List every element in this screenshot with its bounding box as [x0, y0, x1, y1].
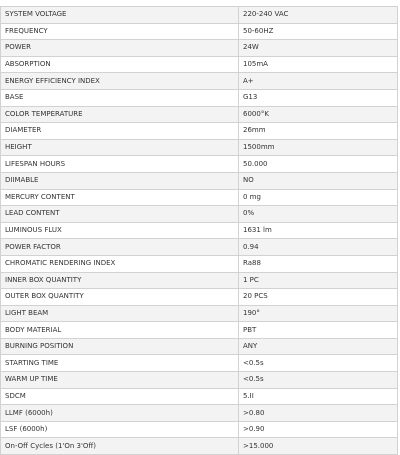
table-row — [1, 56, 398, 73]
table-row — [1, 23, 398, 40]
spec-label: LUMINOUS FLUX — [1, 222, 239, 239]
table-row — [1, 438, 398, 455]
spec-value: 190° — [239, 305, 398, 322]
spec-label: BASE — [1, 89, 239, 106]
spec-value: ANY — [239, 338, 398, 355]
spec-value: 24W — [239, 40, 398, 57]
table-row — [1, 322, 398, 339]
table-row — [1, 255, 398, 272]
table-row — [1, 421, 398, 438]
spec-value: 50-60HZ — [239, 23, 398, 40]
spec-label: DIAMETER — [1, 123, 239, 140]
spec-value: 1500mm — [239, 139, 398, 156]
spec-table — [0, 6, 398, 455]
table-row — [1, 7, 398, 24]
spec-value: PBT — [239, 322, 398, 339]
spec-label: BODY MATERIAL — [1, 322, 239, 339]
spec-value: <0.5s — [239, 372, 398, 389]
spec-table-body — [1, 7, 398, 455]
spec-value: Ra88 — [239, 255, 398, 272]
spec-value: 1631 lm — [239, 222, 398, 239]
spec-label: COLOR TEMPERATURE — [1, 106, 239, 123]
table-row — [1, 272, 398, 289]
spec-label: SDCM — [1, 388, 239, 405]
table-row — [1, 189, 398, 206]
table-row — [1, 289, 398, 306]
spec-value: 20 PCS — [239, 289, 398, 306]
spec-value: >0.90 — [239, 421, 398, 438]
spec-label: LLMF (6000h) — [1, 405, 239, 422]
table-row — [1, 372, 398, 389]
spec-value: 0 mg — [239, 189, 398, 206]
spec-label: STARTING TIME — [1, 355, 239, 372]
spec-label: SYSTEM VOLTAGE — [1, 7, 239, 24]
table-row — [1, 239, 398, 256]
table-row — [1, 156, 398, 173]
spec-label: POWER FACTOR — [1, 239, 239, 256]
spec-value: 0.94 — [239, 239, 398, 256]
spec-value: G13 — [239, 89, 398, 106]
spec-value: 0% — [239, 206, 398, 223]
spec-label: MERCURY CONTENT — [1, 189, 239, 206]
spec-label: LIGHT BEAM — [1, 305, 239, 322]
spec-label: BURNING POSITION — [1, 338, 239, 355]
spec-label: ENERGY EFFICIENCY INDEX — [1, 73, 239, 90]
spec-value: 26mm — [239, 123, 398, 140]
table-row — [1, 338, 398, 355]
spec-label: On-Off Cycles (1'On 3'Off) — [1, 438, 239, 455]
table-row — [1, 206, 398, 223]
spec-value: 50.000 — [239, 156, 398, 173]
table-row — [1, 405, 398, 422]
table-row — [1, 123, 398, 140]
spec-label: CHROMATIC RENDERING INDEX — [1, 255, 239, 272]
spec-value: NO — [239, 172, 398, 189]
spec-label: LSF (6000h) — [1, 421, 239, 438]
spec-value: 105mA — [239, 56, 398, 73]
table-row — [1, 106, 398, 123]
spec-label: ABSORPTION — [1, 56, 239, 73]
table-row — [1, 172, 398, 189]
spec-value: <0.5s — [239, 355, 398, 372]
spec-label: INNER BOX QUANTITY — [1, 272, 239, 289]
spec-label: POWER — [1, 40, 239, 57]
spec-label: WARM UP TIME — [1, 372, 239, 389]
spec-sheet — [0, 6, 400, 455]
table-row — [1, 222, 398, 239]
spec-value: 1 PC — [239, 272, 398, 289]
spec-value: >0.80 — [239, 405, 398, 422]
table-row — [1, 388, 398, 405]
table-row — [1, 305, 398, 322]
table-row — [1, 73, 398, 90]
table-row — [1, 355, 398, 372]
spec-value: 5.II — [239, 388, 398, 405]
spec-label: HEIGHT — [1, 139, 239, 156]
spec-label: OUTER BOX QUANTITY — [1, 289, 239, 306]
spec-value: 220-240 VAC — [239, 7, 398, 24]
spec-value: 6000°K — [239, 106, 398, 123]
spec-label: LIFESPAN HOURS — [1, 156, 239, 173]
spec-label: LEAD CONTENT — [1, 206, 239, 223]
spec-value: >15.000 — [239, 438, 398, 455]
spec-label: DIIMABLE — [1, 172, 239, 189]
table-row — [1, 40, 398, 57]
spec-value: A+ — [239, 73, 398, 90]
spec-label: FREQUENCY — [1, 23, 239, 40]
table-row — [1, 89, 398, 106]
table-row — [1, 139, 398, 156]
